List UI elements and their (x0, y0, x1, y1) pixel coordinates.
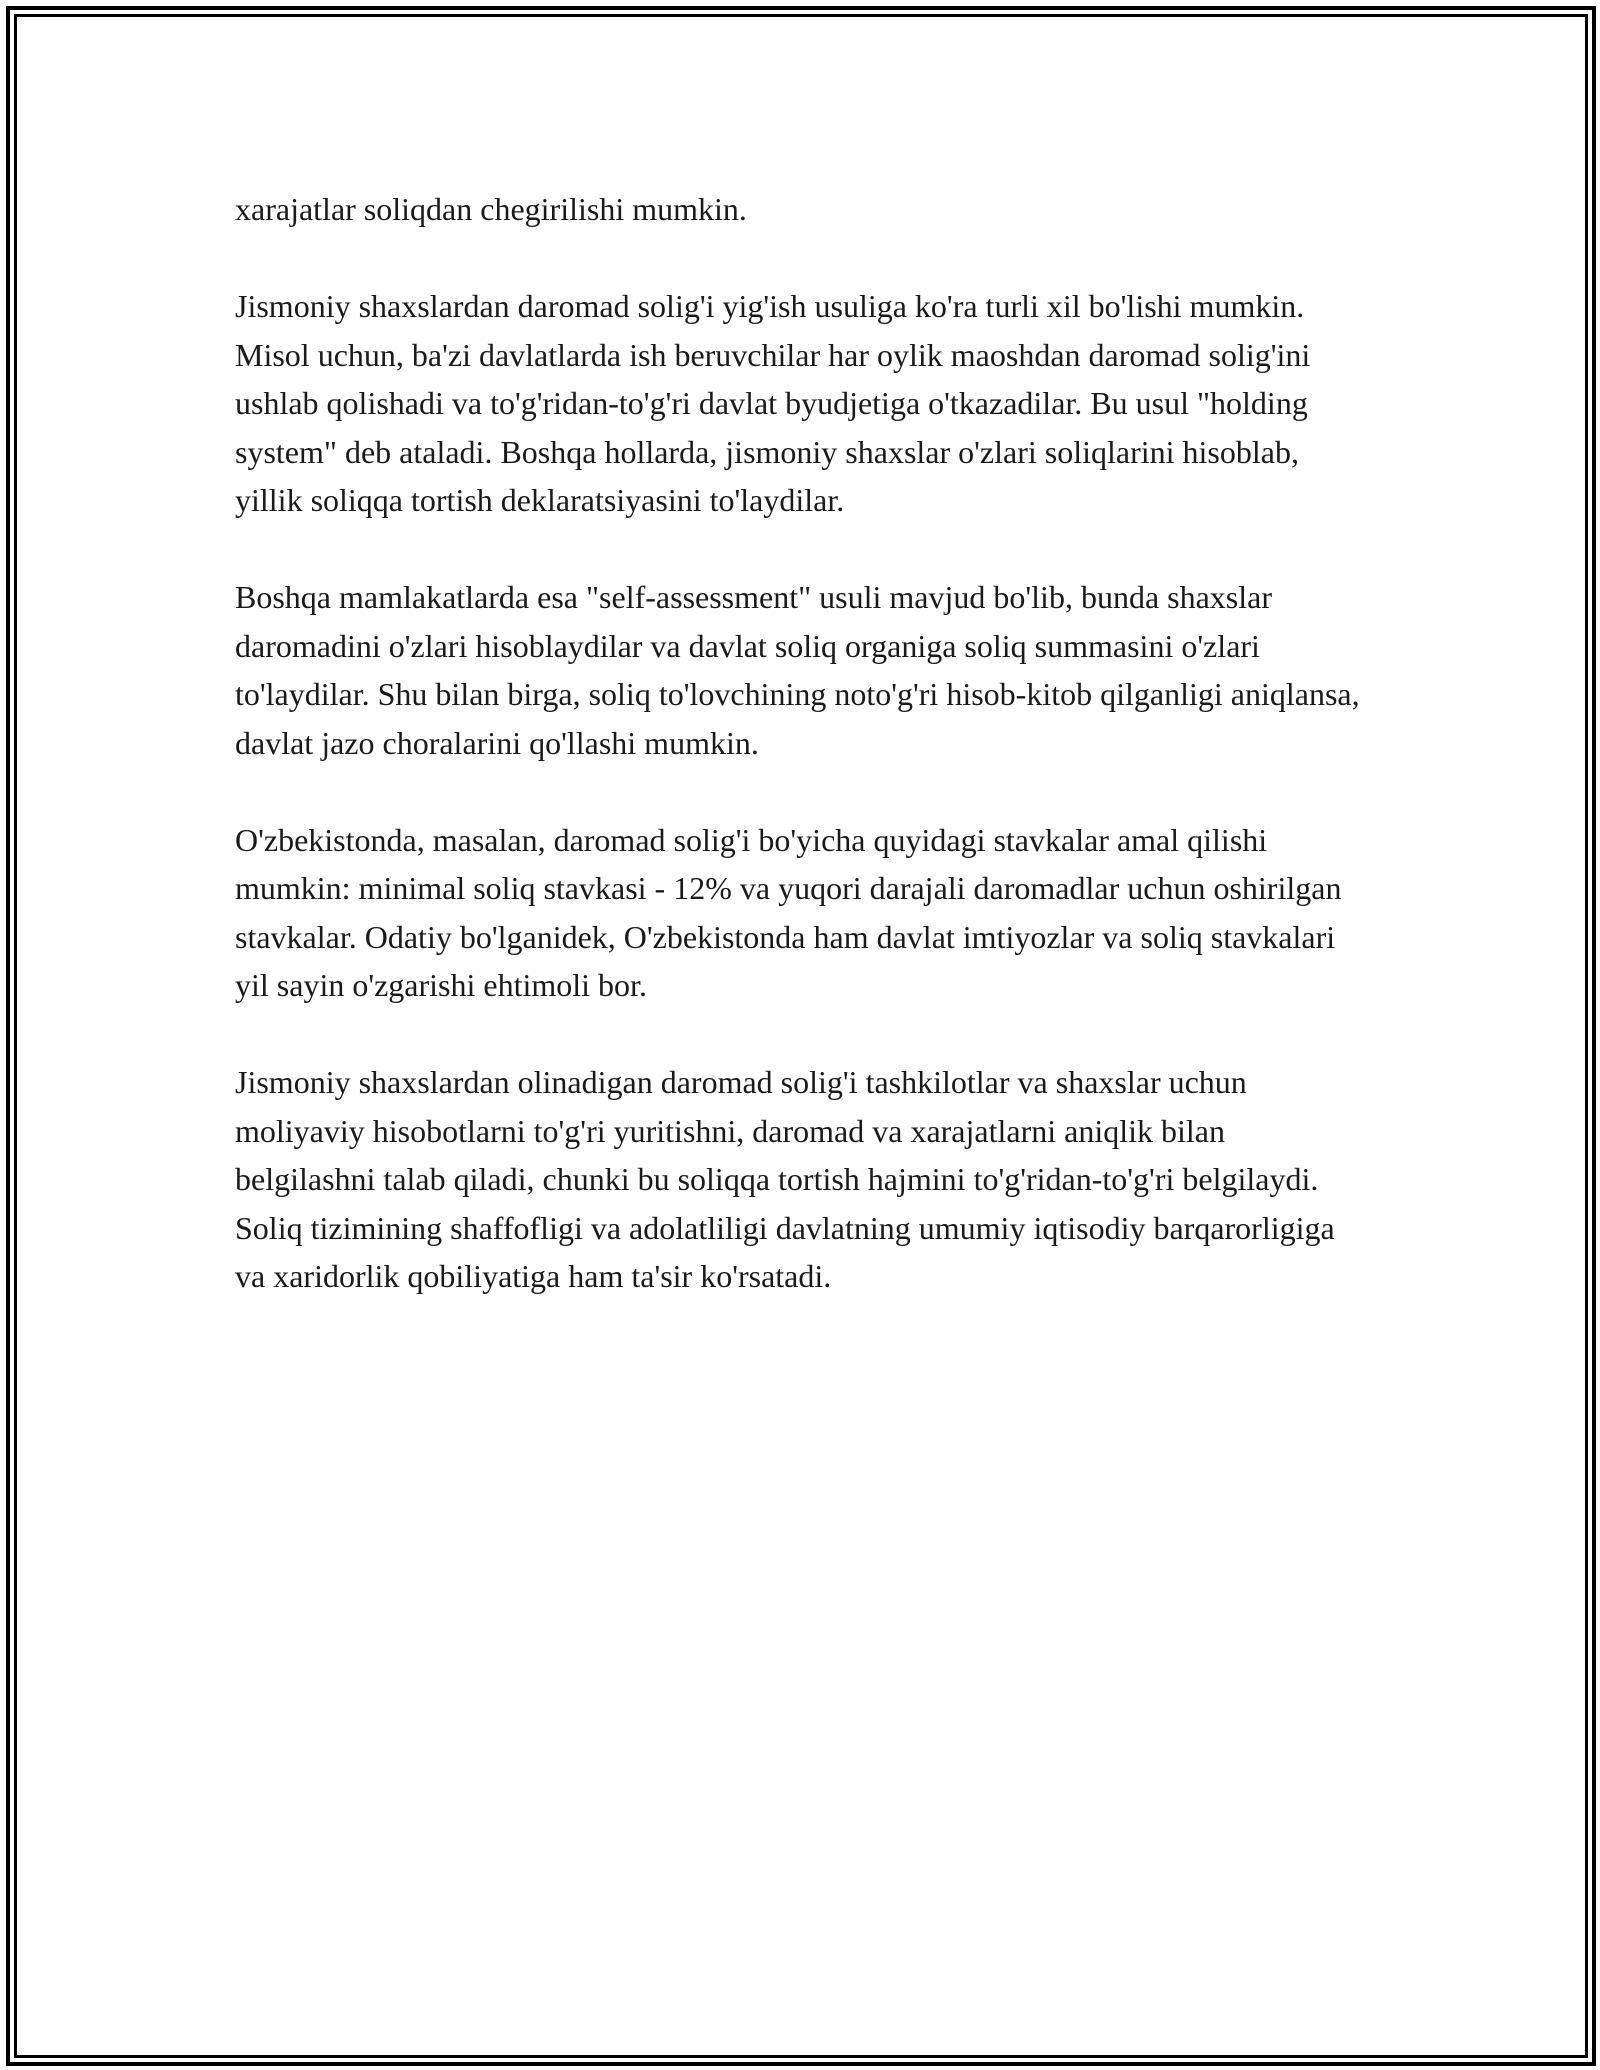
paragraph: Boshqa mamlakatlarda esa "self-assessment" usuli mavjud bo'lib, bunda shaxslar daromadini o'zlari hisoblaydilar va davlat soliq organiga soliq summasini o'zlari to'laydilar. Shu bilan birga, soliq to'lovchining noto'g'ri hisob-kitob qilganligi aniqlansa, davlat jazo choralarini qo'llashi mumkin. (235, 579, 1360, 761)
paragraph: xarajatlar soliqdan chegirilishi mumkin. (235, 191, 747, 227)
paragraph: Jismoniy shaxslardan olinadigan daromad solig'i tashkilotlar va shaxslar uchun moliyaviy hisobotlarni to'g'ri yuritishni, daromad va xarajatlarni aniqlik bilan belgilashni talab qiladi, chunki bu soliqqa tortish hajmini to'g'ridan-to'g'ri belgilaydi. Soliq tizimining shaffofligi va adolatliligi davlatning umumiy iqtisodiy barqarorligiga va xaridorlik qobiliyatiga ham ta'sir ko'rsatadi. (235, 1064, 1335, 1294)
paragraph: O'zbekistonda, masalan, daromad solig'i bo'yicha quyidagi stavkalar amal qilishi mumkin: minimal soliq stavkasi - 12% va yuqori darajali daromadlar uchun oshirilgan stavkalar. Odatiy bo'lganidek, O'zbekistonda ham davlat imtiyozlar va soliq stavkalari yil sayin o'zgarishi ehtimoli bor. (235, 821, 1342, 1003)
paragraph: Jismoniy shaxslardan daromad solig'i yig'ish usuliga ko'ra turli xil bo'lishi mumkin. Misol uchun, ba'zi davlatlarda ish beruvchilar har oylik maoshdan daromad solig'ini ushlab qolishadi va to'g'ridan-to'g'ri davlat byudjetiga o'tkazadilar. Bu usul "holding system" deb ataladi. Boshqa hollarda, jismoniy shaxslar o'zlari soliqlarini hisoblab, yillik soliqqa tortish deklaratsiyasini to'laydilar. (235, 288, 1311, 518)
document-body (235, 185, 1365, 1349)
